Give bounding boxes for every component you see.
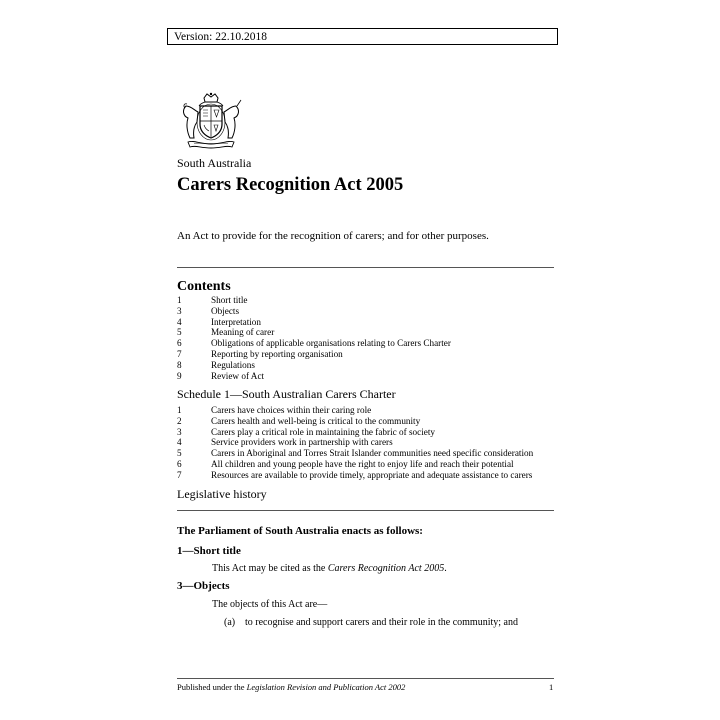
section-1-text-prefix: This Act may be cited as the: [212, 563, 328, 574]
contents-item[interactable]: [177, 349, 451, 360]
contents-item[interactable]: [177, 306, 451, 317]
footer-prefix: Published under the: [177, 682, 247, 692]
schedule-item[interactable]: [177, 416, 533, 427]
schedule-item-title: Carers health and well-being is critical to the community: [211, 415, 421, 426]
section-1-heading: 1—Short title: [177, 545, 241, 557]
contents-item[interactable]: [177, 295, 451, 306]
version-text: Version: 22.10.2018: [174, 31, 267, 43]
divider: [177, 267, 554, 268]
contents-item-title: Objects: [211, 305, 240, 316]
contents-item-number: 8: [177, 359, 182, 370]
contents-item[interactable]: [177, 360, 451, 371]
jurisdiction-label: South Australia: [177, 156, 252, 170]
paragraph-a-label: (a): [224, 617, 236, 628]
contents-item-title: Review of Act: [211, 370, 265, 381]
schedule-item-title: Carers play a critical role in maintaining the fabric of society: [211, 426, 435, 437]
contents-item-number: 7: [177, 348, 182, 359]
contents-list: [177, 295, 451, 381]
schedule-item-title: Resources are available to provide timely, appropriate and adequate assistance to carers: [211, 469, 533, 480]
page-number: 1: [549, 682, 554, 692]
section-3-heading: 3—Objects: [177, 580, 230, 592]
contents-item-title: Reporting by reporting organisation: [211, 348, 343, 359]
schedule-item[interactable]: [177, 437, 533, 448]
schedule-item-title: All children and young people have the right to enjoy life and reach their potential: [211, 458, 514, 469]
schedule-item-title: Carers in Aboriginal and Torres Strait Islander communities need specific consideration: [211, 448, 534, 459]
schedule-item-number: 6: [177, 458, 182, 469]
act-name-italic: Carers Recognition Act 2005: [327, 563, 445, 574]
schedule-item-number: 4: [177, 437, 182, 448]
divider: [177, 510, 554, 511]
contents-item[interactable]: [177, 327, 451, 338]
schedule-item-number: 3: [177, 426, 182, 437]
contents-item-title: Short title: [211, 295, 248, 305]
legislative-history-link[interactable]: Legislative history: [177, 487, 267, 501]
contents-item-number: 9: [177, 370, 182, 381]
schedule-item-number: 1: [177, 405, 182, 415]
footer-publication-note: [177, 682, 405, 692]
schedule-item[interactable]: [177, 427, 533, 438]
footer-act-italic: Legislation Revision and Publication Act 2002: [246, 682, 406, 692]
section-1-text-suffix: .: [444, 563, 447, 574]
contents-item[interactable]: [177, 371, 451, 382]
footer-divider: [177, 678, 554, 679]
version-box: [167, 28, 558, 45]
contents-item-title: Interpretation: [211, 316, 261, 327]
contents-item-number: 5: [177, 327, 182, 338]
schedule-item[interactable]: [177, 470, 533, 481]
contents-item[interactable]: [177, 338, 451, 349]
schedule-item[interactable]: [177, 405, 533, 416]
contents-item-number: 3: [177, 305, 182, 316]
schedule-item-number: 5: [177, 448, 182, 459]
enacting-formula: The Parliament of South Australia enacts as follows:: [177, 525, 423, 537]
contents-heading: Contents: [177, 279, 231, 294]
schedule-item[interactable]: [177, 448, 533, 459]
contents-item-number: 4: [177, 316, 182, 327]
contents-item-title: Regulations: [211, 359, 255, 370]
contents-item-number: 1: [177, 295, 182, 305]
contents-item-title: Obligations of applicable organisations relating to Carers Charter: [211, 338, 451, 349]
schedule-item[interactable]: [177, 459, 533, 470]
schedule-item-number: 7: [177, 469, 182, 480]
contents-item-number: 6: [177, 338, 182, 349]
section-3-intro: The objects of this Act are—: [212, 599, 328, 610]
long-title: An Act to provide for the recognition of carers; and for other purposes.: [177, 230, 489, 242]
schedule-item-title: Carers have choices within their caring role: [211, 405, 372, 415]
schedule-item-number: 2: [177, 415, 182, 426]
contents-item[interactable]: [177, 317, 451, 328]
schedule-list: [177, 405, 533, 481]
paragraph-a-text: to recognise and support carers and their role in the community; and: [245, 617, 518, 628]
contents-item-title: Meaning of carer: [211, 327, 275, 338]
section-1-text: [212, 563, 447, 574]
schedule-item-title: Service providers work in partnership with carers: [211, 437, 393, 448]
coat-of-arms-icon: [180, 92, 242, 150]
schedule-heading[interactable]: Schedule 1—South Australian Carers Charter: [177, 387, 396, 401]
act-title: Carers Recognition Act 2005: [177, 175, 404, 195]
